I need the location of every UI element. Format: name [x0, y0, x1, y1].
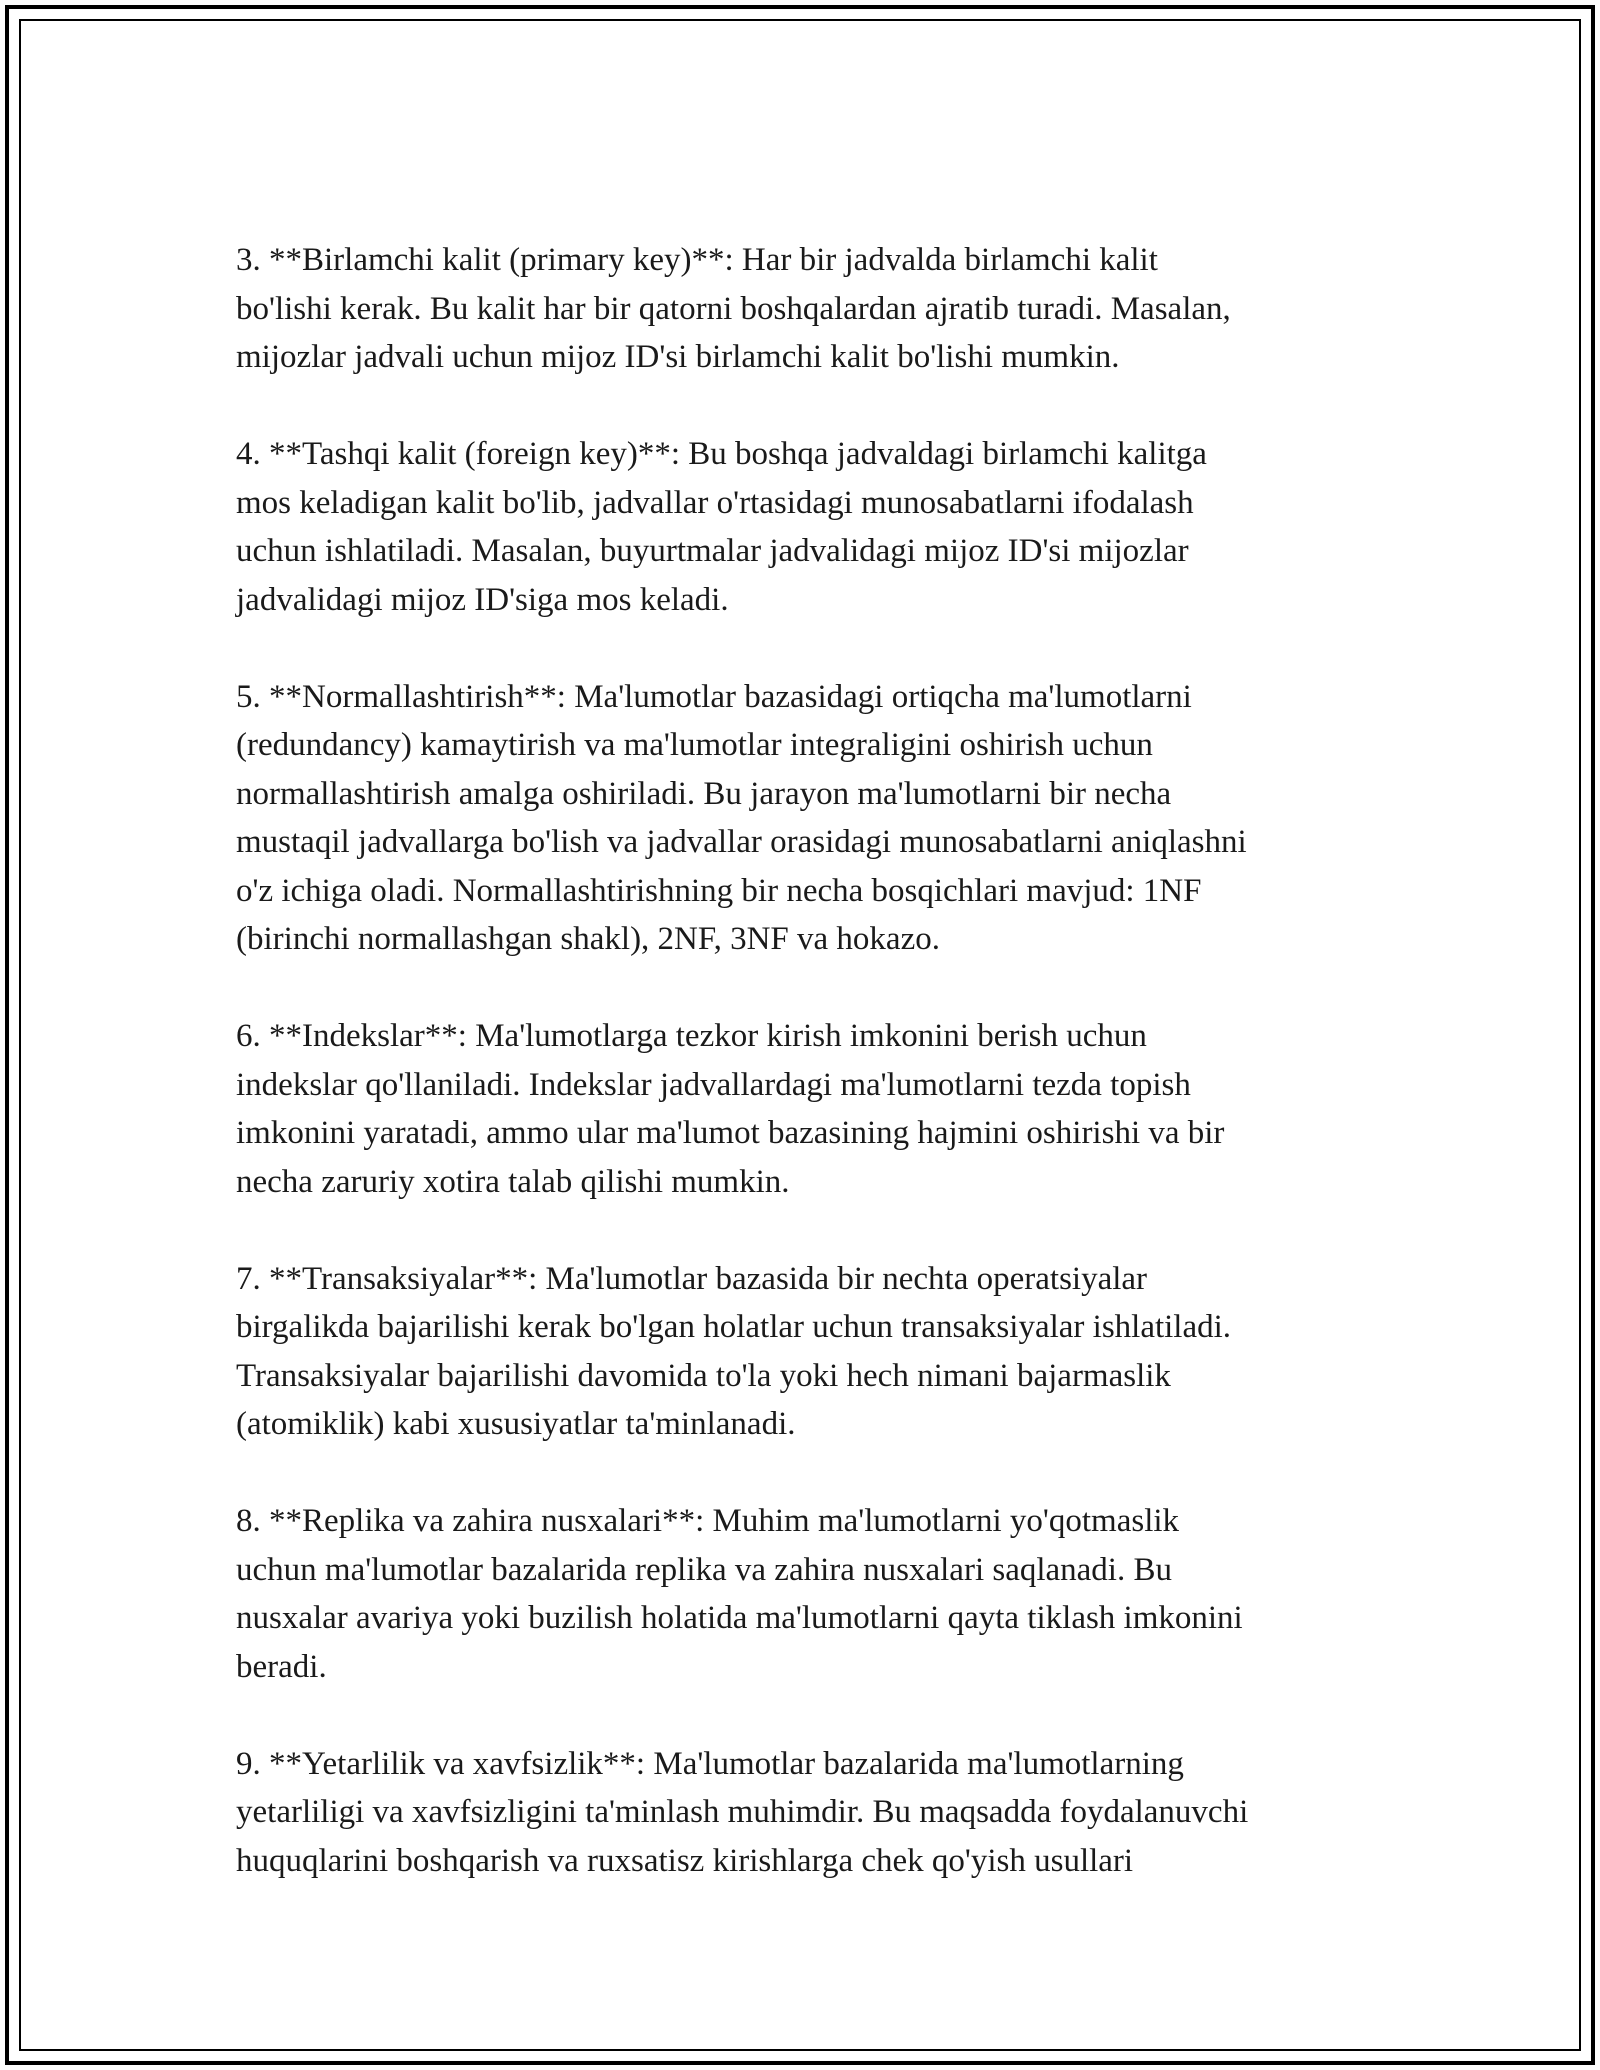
paragraph-replicas-backups [236, 1497, 1386, 1691]
paragraph-normalization [236, 673, 1386, 964]
paragraph-sufficiency-security [236, 1740, 1386, 1886]
text-line: uchun ma'lumotlar bazalarida replika va zahira nusxalari saqlanadi. Bu [236, 1551, 1172, 1588]
text-line: mijozlar jadvali uchun mijoz ID'si birlamchi kalit bo'lishi mumkin. [236, 339, 1120, 375]
text-line: 3. **Birlamchi kalit (primary key)**: Har bir jadvalda birlamchi kalit [236, 242, 1158, 278]
text-line: 8. **Replika va zahira nusxalari**: Muhim ma'lumotlarni yo'qotmaslik [236, 1503, 1180, 1539]
text-line: 5. **Normallashtirish**: Ma'lumotlar bazasidagi ortiqcha ma'lumotlarni [236, 678, 1192, 715]
text-line: bo'lishi kerak. Bu kalit har bir qatorni boshqalardan ajratib turadi. Masalan, [236, 290, 1231, 327]
document-body [236, 236, 1386, 1934]
text-line: indekslar qo'llaniladi. Indekslar jadvallardagi ma'lumotlarni tezda topish [236, 1066, 1191, 1103]
paragraph-primary-key [236, 236, 1386, 382]
text-line: (atomiklik) kabi xususiyatlar ta'minlanadi. [236, 1406, 796, 1442]
text-line: jadvalidagi mijoz ID'siga mos keladi. [236, 581, 729, 618]
text-line: yetarliligi va xavfsizligini ta'minlash muhimdir. Bu maqsadda foydalanuvchi [236, 1794, 1249, 1830]
text-line: nusxalar avariya yoki buzilish holatida ma'lumotlarni qayta tiklash imkonini [236, 1600, 1243, 1636]
text-line: uchun ishlatiladi. Masalan, buyurtmalar jadvalidagi mijoz ID'si mijozlar [236, 533, 1189, 569]
text-line: beradi. [236, 1648, 327, 1685]
text-line: birgalikda bajarilishi kerak bo'lgan holatlar uchun transaksiyalar ishlatiladi. [236, 1309, 1232, 1345]
text-line: 7. **Transaksiyalar**: Ma'lumotlar bazasida bir nechta operatsiyalar [236, 1260, 1148, 1297]
text-line: mustaqil jadvallarga bo'lish va jadvallar orasidagi munosabatlarni aniqlashni [236, 824, 1247, 860]
paragraph-indexes [236, 1012, 1386, 1206]
text-line: (birinchi normallashgan shakl), 2NF, 3NF va hokazo. [236, 921, 940, 957]
text-line: 6. **Indekslar**: Ma'lumotlarga tezkor kirish imkonini berish uchun [236, 1018, 1147, 1054]
text-line: mos keladigan kalit bo'lib, jadvallar o'rtasidagi munosabatlarni ifodalash [236, 484, 1194, 521]
paragraph-foreign-key [236, 430, 1386, 624]
text-line: o'z ichiga oladi. Normallashtirishning bir necha bosqichlari mavjud: 1NF [236, 872, 1202, 909]
text-line: huquqlarini boshqarish va ruxsatisz kirishlarga chek qo'yish usullari [236, 1842, 1134, 1879]
text-line: imkonini yaratadi, ammo ular ma'lumot bazasining hajmini oshirishi va bir [236, 1115, 1225, 1151]
text-line: normallashtirish amalga oshiriladi. Bu jarayon ma'lumotlarni bir necha [236, 775, 1172, 812]
text-line: 4. **Tashqi kalit (foreign key)**: Bu boshqa jadvaldagi birlamchi kalitga [236, 436, 1207, 472]
text-line: (redundancy) kamaytirish va ma'lumotlar integraligini oshirish uchun [236, 727, 1153, 763]
text-line: Transaksiyalar bajarilishi davomida to'la yoki hech nimani bajarmaslik [236, 1357, 1171, 1394]
text-line: 9. **Yetarlilik va xavfsizlik**: Ma'lumotlar bazalarida ma'lumotlarning [236, 1745, 1184, 1782]
paragraph-transactions [236, 1255, 1386, 1449]
text-line: necha zaruriy xotira talab qilishi mumkin. [236, 1163, 790, 1200]
